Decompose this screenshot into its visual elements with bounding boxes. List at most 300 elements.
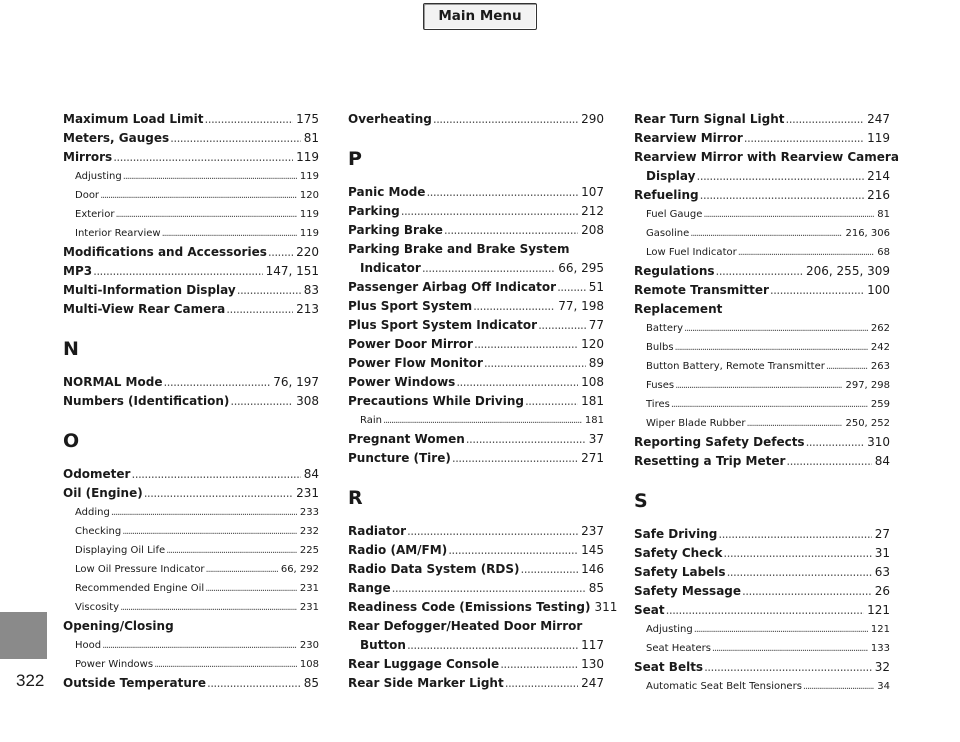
leader-dots (237, 281, 301, 300)
index-subentry-title: Tires (646, 399, 670, 410)
index-subentry[interactable] (63, 503, 319, 522)
index-entry-page[interactable]: 85 (303, 676, 319, 690)
leader-dots (684, 319, 868, 338)
index-entry-page[interactable]: 120 (299, 190, 319, 201)
index-entry[interactable] (348, 560, 604, 579)
index-entry-title: Radiator (348, 524, 407, 538)
index-entry-page[interactable]: 120 (581, 337, 604, 351)
index-subentry-title: Adding (75, 507, 110, 518)
index-entry[interactable] (63, 373, 319, 392)
index-entry-page[interactable]: 100 (867, 283, 890, 297)
index-entry-title: Overheating (348, 112, 432, 126)
index-entry-title: Rear Side Marker Light (348, 676, 504, 690)
index-entry-title: NORMAL Mode (63, 375, 163, 389)
index-letter-heading: P (348, 148, 362, 170)
index-subentry-title: Displaying Oil Life (75, 545, 166, 556)
index-entry[interactable] (348, 259, 604, 278)
index-column-2 (348, 110, 618, 693)
leader-dots (392, 579, 586, 598)
leader-dots (207, 674, 301, 693)
index-tab-marker (0, 612, 47, 659)
index-entry-page[interactable]: 308 (296, 394, 319, 408)
leader-dots (474, 335, 578, 354)
index-entry[interactable] (348, 598, 618, 617)
index-column-3 (634, 110, 899, 696)
index-entry-page[interactable]: 119 (299, 228, 319, 239)
index-entry-page[interactable]: 311 (594, 600, 618, 614)
index-entry[interactable] (63, 262, 319, 281)
index-entry-page[interactable]: 89 (588, 356, 604, 370)
index-entry-page[interactable]: 84 (303, 467, 319, 481)
index-entry-page[interactable]: 31 (874, 546, 890, 560)
index-entry[interactable] (348, 373, 604, 392)
index-entry-page[interactable]: 66, 292 (280, 564, 319, 575)
index-entry-title: Reporting Safety Defects (634, 435, 805, 449)
index-entry-title: Passenger Airbag Off Indicator (348, 280, 557, 294)
index-entry-title: Modifications and Accessories (63, 245, 267, 259)
index-subentry-title: Bulbs (646, 342, 674, 353)
leader-dots (703, 205, 874, 224)
index-entry-page[interactable]: 27 (874, 527, 890, 541)
index-subentry[interactable] (63, 598, 319, 617)
index-entry-page[interactable]: 119 (296, 150, 319, 164)
leader-dots (122, 522, 297, 541)
index-entry-title: Display (646, 169, 696, 183)
index-subentry[interactable] (634, 243, 890, 262)
page-number: 322 (16, 671, 45, 690)
leader-dots (163, 373, 270, 392)
leader-dots (744, 129, 864, 148)
leader-dots (675, 338, 868, 357)
index-subentry[interactable] (634, 414, 890, 433)
index-entry[interactable] (348, 335, 604, 354)
index-entry[interactable] (63, 129, 319, 148)
index-entry-title: Plus Sport System (348, 299, 473, 313)
index-entry-page[interactable]: 121 (867, 603, 890, 617)
index-entry-page[interactable]: 76, 197 (273, 375, 319, 389)
leader-dots (205, 579, 297, 598)
leader-dots (538, 316, 586, 335)
index-entry[interactable] (348, 449, 604, 468)
index-entry-page[interactable]: 231 (299, 602, 319, 613)
index-subentry[interactable] (634, 620, 890, 639)
index-subentry[interactable] (634, 319, 890, 338)
leader-dots (505, 674, 578, 693)
index-entry[interactable] (634, 129, 890, 148)
index-entry-page[interactable]: 181 (584, 415, 604, 426)
index-entry[interactable] (348, 392, 604, 411)
leader-dots (694, 620, 868, 639)
index-side-tab (0, 500, 13, 610)
leader-dots (716, 262, 804, 281)
index-entry-title: Refueling (634, 188, 699, 202)
index-subentry[interactable] (63, 636, 319, 655)
index-entry[interactable] (348, 278, 604, 297)
index-entry[interactable] (348, 354, 604, 373)
index-entry[interactable] (63, 148, 319, 167)
index-entry-page[interactable]: 297, 298 (845, 380, 890, 391)
index-subentry-title: Low Oil Pressure Indicator (75, 564, 205, 575)
index-entry-page[interactable]: 119 (867, 131, 890, 145)
index-entry-page[interactable]: 262 (870, 323, 890, 334)
index-entry-title-line[interactable]: Parking Brake and Brake System (348, 242, 570, 256)
leader-dots (268, 243, 293, 262)
index-entry-page[interactable]: 232 (299, 526, 319, 537)
index-subentry-title: Button Battery, Remote Transmitter (646, 361, 825, 372)
index-entry-title: Panic Mode (348, 185, 426, 199)
index-entry-page[interactable]: 225 (299, 545, 319, 556)
index-entry-title: MP3 (63, 264, 93, 278)
index-subentry[interactable] (634, 338, 890, 357)
index-entry[interactable] (634, 658, 890, 677)
index-entry-heading[interactable]: Opening/Closing (63, 619, 174, 633)
leader-dots (521, 560, 579, 579)
index-subentry-title: Rain (360, 415, 382, 426)
index-entry-title-line[interactable]: Rearview Mirror with Rearview Camera (634, 150, 899, 164)
index-entry[interactable] (348, 636, 604, 655)
index-entry-page[interactable]: 214 (867, 169, 890, 183)
index-entry-title: Readiness Code (Emissions Testing) (348, 600, 591, 614)
index-entry-title: Mirrors (63, 150, 113, 164)
index-entry[interactable] (634, 525, 890, 544)
index-entry-page[interactable]: 263 (870, 361, 890, 372)
index-entry-page[interactable]: 233 (299, 507, 319, 518)
leader-dots (448, 541, 578, 560)
index-entry-page[interactable]: 66, 295 (558, 261, 604, 275)
index-entry[interactable] (63, 243, 319, 262)
index-subentry-title: Fuel Gauge (646, 209, 703, 220)
index-entry-heading[interactable]: Replacement (634, 302, 723, 316)
index-entry-page[interactable]: 133 (870, 643, 890, 654)
index-subentry-title: Hood (75, 640, 102, 651)
leader-dots (100, 186, 297, 205)
index-subentry-title: Interior Rearview (75, 228, 161, 239)
index-entry-title: Radio (AM/FM) (348, 543, 448, 557)
leader-dots (525, 392, 578, 411)
index-entry-page[interactable]: 81 (877, 209, 890, 220)
index-entry[interactable] (634, 582, 890, 601)
index-entry-page[interactable]: 216 (867, 188, 890, 202)
index-subentry[interactable] (63, 560, 319, 579)
index-entry-page[interactable]: 147, 151 (265, 264, 319, 278)
leader-dots (746, 414, 842, 433)
index-entry-title: Rear Luggage Console (348, 657, 500, 671)
index-entry[interactable] (348, 522, 604, 541)
index-entry-title: Safety Check (634, 546, 723, 560)
index-subentry-title: Exterior (75, 209, 115, 220)
index-entry-page[interactable]: 146 (581, 562, 604, 576)
index-entry-title-line[interactable]: Rear Defogger/Heated Door Mirror (348, 619, 583, 633)
index-subentry[interactable] (63, 541, 319, 560)
index-subentry-title: Gasoline (646, 228, 690, 239)
index-entry-page[interactable]: 68 (877, 247, 890, 258)
index-entry-title: Precautions While Driving (348, 394, 524, 408)
leader-dots (206, 560, 278, 579)
leader-dots (712, 639, 868, 658)
index-entry-page[interactable]: 108 (581, 375, 604, 389)
index-entry-title: Radio Data System (RDS) (348, 562, 520, 576)
index-entry-title: Plus Sport System Indicator (348, 318, 538, 332)
index-entry-page[interactable]: 34 (877, 681, 890, 692)
index-entry-page[interactable]: 119 (299, 209, 319, 220)
index-entry[interactable] (348, 316, 604, 335)
leader-dots (500, 655, 578, 674)
index-subentry-title: Adjusting (75, 171, 122, 182)
leader-dots (466, 430, 586, 449)
index-entry-page[interactable]: 216, 306 (845, 228, 890, 239)
index-entry-title: Regulations (634, 264, 715, 278)
index-subentry[interactable] (63, 167, 319, 186)
index-entry-page[interactable]: 175 (296, 112, 319, 126)
leader-dots (113, 148, 293, 167)
index-entry-title: Indicator (360, 261, 421, 275)
leader-dots (803, 677, 874, 696)
index-entry-title: Remote Transmitter (634, 283, 769, 297)
leader-dots (102, 636, 297, 655)
leader-dots (123, 167, 297, 186)
index-entry-title: Pregnant Women (348, 432, 465, 446)
index-entry-page[interactable]: 32 (874, 660, 890, 674)
leader-dots (383, 411, 582, 430)
leader-dots (456, 373, 578, 392)
index-entry[interactable] (63, 392, 319, 411)
leader-dots (727, 563, 872, 582)
index-subentry-title: Automatic Seat Belt Tensioners (646, 681, 802, 692)
index-subentry[interactable] (634, 205, 890, 224)
index-entry[interactable] (348, 202, 604, 221)
index-subentry-title: Wiper Blade Rubber (646, 418, 746, 429)
index-subentry[interactable] (63, 205, 319, 224)
index-entry[interactable] (348, 579, 604, 598)
index-entry-page[interactable]: 85 (588, 581, 604, 595)
index-entry[interactable] (63, 300, 319, 319)
index-subentry[interactable] (634, 395, 890, 414)
index-entry-page[interactable]: 220 (296, 245, 319, 259)
index-entry-page[interactable]: 84 (874, 454, 890, 468)
leader-dots (162, 224, 297, 243)
index-entry-title: Button (360, 638, 406, 652)
index-entry-page[interactable]: 231 (299, 583, 319, 594)
leader-dots (484, 354, 586, 373)
leader-dots (700, 186, 864, 205)
index-subentry-title: Recommended Engine Oil (75, 583, 205, 594)
index-entry-page[interactable]: 145 (581, 543, 604, 557)
index-entry-title: Rear Turn Signal Light (634, 112, 785, 126)
index-subentry-title: Low Fuel Indicator (646, 247, 737, 258)
index-entry-title: Safe Driving (634, 527, 718, 541)
index-entry-page[interactable]: 208 (581, 223, 604, 237)
index-entry-page[interactable]: 130 (581, 657, 604, 671)
leader-dots (115, 205, 296, 224)
index-entry-title: Power Door Mirror (348, 337, 473, 351)
leader-dots (144, 484, 293, 503)
index-entry-page[interactable]: 213 (296, 302, 319, 316)
index-entry-page[interactable]: 310 (867, 435, 890, 449)
leader-dots (407, 522, 578, 541)
index-entry-page[interactable]: 231 (296, 486, 319, 500)
index-entry-page[interactable]: 83 (303, 283, 319, 297)
leader-dots (696, 167, 864, 186)
index-entry[interactable] (63, 465, 319, 484)
index-entry-page[interactable]: 108 (299, 659, 319, 670)
index-entry[interactable] (348, 110, 604, 129)
leader-dots (444, 221, 578, 240)
leader-dots (473, 297, 555, 316)
index-entry-page[interactable]: 77, 198 (558, 299, 604, 313)
index-letter-heading: R (348, 487, 363, 509)
index-entry-title: Numbers (Identification) (63, 394, 230, 408)
index-entry-page[interactable]: 237 (581, 524, 604, 538)
leader-dots (786, 110, 865, 129)
index-entry-page[interactable]: 51 (588, 280, 604, 294)
leader-dots (452, 449, 578, 468)
index-entry[interactable] (348, 430, 604, 449)
index-entry[interactable] (634, 452, 890, 471)
index-subentry-title: Power Windows (75, 659, 154, 670)
index-subentry[interactable] (634, 639, 890, 658)
index-entry-page[interactable]: 81 (303, 131, 319, 145)
leader-dots (671, 395, 868, 414)
index-entry-title: Outside Temperature (63, 676, 206, 690)
leader-dots (230, 392, 293, 411)
index-entry[interactable] (634, 110, 890, 129)
main-menu-button[interactable]: Main Menu (423, 3, 537, 30)
index-letter-heading: S (634, 490, 648, 512)
leader-dots (205, 110, 294, 129)
index-entry[interactable] (634, 262, 890, 281)
index-entry[interactable] (63, 281, 319, 300)
index-entry[interactable] (348, 221, 604, 240)
index-subentry-title: Seat Heaters (646, 643, 711, 654)
index-entry-title: Power Flow Monitor (348, 356, 483, 370)
leader-dots (723, 544, 871, 563)
index-entry-title: Seat Belts (634, 660, 704, 674)
index-letter-heading: N (63, 338, 79, 360)
index-subentry[interactable] (63, 579, 319, 598)
index-entry-page[interactable]: 230 (299, 640, 319, 651)
index-entry-title: Multi-Information Display (63, 283, 236, 297)
index-entry-page[interactable]: 206, 255, 309 (806, 264, 890, 278)
index-entry[interactable] (348, 655, 604, 674)
index-subentry-title: Fuses (646, 380, 675, 391)
leader-dots (154, 655, 297, 674)
index-subentry[interactable] (634, 224, 890, 243)
leader-dots (738, 243, 875, 262)
leader-dots (675, 376, 842, 395)
index-subentry-title: Door (75, 190, 100, 201)
index-entry-page[interactable]: 63 (874, 565, 890, 579)
index-entry[interactable] (634, 167, 890, 186)
leader-dots (93, 262, 262, 281)
index-entry[interactable] (634, 544, 890, 563)
index-entry-title: Oil (Engine) (63, 486, 143, 500)
index-entry-title: Meters, Gauges (63, 131, 170, 145)
index-letter-heading: O (63, 430, 80, 452)
leader-dots (131, 465, 300, 484)
index-entry-page[interactable]: 77 (588, 318, 604, 332)
leader-dots (170, 129, 301, 148)
index-entry-title: Maximum Load Limit (63, 112, 204, 126)
leader-dots (422, 259, 555, 278)
index-subentry[interactable] (634, 677, 890, 696)
index-entry-page[interactable]: 242 (870, 342, 890, 353)
index-entry-title: Safety Labels (634, 565, 726, 579)
index-entry-title: Parking (348, 204, 400, 218)
index-entry-page[interactable]: 250, 252 (845, 418, 890, 429)
index-entry[interactable] (63, 674, 319, 693)
index-entry-title: Puncture (Tire) (348, 451, 451, 465)
index-subentry[interactable] (63, 655, 319, 674)
index-subentry[interactable] (63, 224, 319, 243)
index-entry[interactable] (634, 433, 890, 452)
index-subentry-title: Battery (646, 323, 684, 334)
index-entry[interactable] (348, 674, 604, 693)
index-subentry[interactable] (63, 522, 319, 541)
leader-dots (166, 541, 297, 560)
index-entry-page[interactable]: 247 (581, 676, 604, 690)
index-entry[interactable] (63, 110, 319, 129)
index-entry[interactable] (634, 563, 890, 582)
index-entry-page[interactable]: 247 (867, 112, 890, 126)
index-subentry-title: Adjusting (646, 624, 693, 635)
index-entry[interactable] (348, 297, 604, 316)
index-entry-page[interactable]: 37 (588, 432, 604, 446)
index-entry[interactable] (634, 601, 890, 620)
index-entry-title: Power Windows (348, 375, 456, 389)
index-entry-page[interactable]: 181 (581, 394, 604, 408)
index-entry-page[interactable]: 121 (870, 624, 890, 635)
leader-dots (433, 110, 578, 129)
leader-dots (704, 658, 872, 677)
leader-dots (786, 452, 871, 471)
index-subentry[interactable] (634, 357, 890, 376)
index-entry[interactable] (634, 186, 890, 205)
index-subentry[interactable] (348, 411, 604, 430)
leader-dots (666, 601, 864, 620)
index-entry-title: Parking Brake (348, 223, 443, 237)
leader-dots (806, 433, 865, 452)
leader-dots (401, 202, 578, 221)
index-entry-title: Seat (634, 603, 665, 617)
leader-dots (111, 503, 297, 522)
leader-dots (770, 281, 864, 300)
leader-dots (407, 636, 578, 655)
leader-dots (718, 525, 871, 544)
index-entry-page[interactable]: 119 (299, 171, 319, 182)
index-subentry[interactable] (63, 186, 319, 205)
index-entry-page[interactable]: 212 (581, 204, 604, 218)
index-entry-page[interactable]: 271 (581, 451, 604, 465)
leader-dots (120, 598, 297, 617)
index-entry-page[interactable]: 290 (581, 112, 604, 126)
index-entry-title: Rearview Mirror (634, 131, 743, 145)
index-entry-title: Safety Message (634, 584, 742, 598)
index-entry-page[interactable]: 117 (581, 638, 604, 652)
index-entry[interactable] (348, 541, 604, 560)
leader-dots (690, 224, 842, 243)
index-entry-page[interactable]: 107 (581, 185, 604, 199)
index-entry-title: Multi-View Rear Camera (63, 302, 226, 316)
index-entry-page[interactable]: 26 (874, 584, 890, 598)
index-subentry[interactable] (634, 376, 890, 395)
leader-dots (742, 582, 872, 601)
index-entry[interactable] (634, 281, 890, 300)
index-entry[interactable] (63, 484, 319, 503)
index-entry-title: Range (348, 581, 391, 595)
index-subentry-title: Viscosity (75, 602, 120, 613)
index-entry[interactable] (348, 183, 604, 202)
index-entry-page[interactable]: 259 (870, 399, 890, 410)
